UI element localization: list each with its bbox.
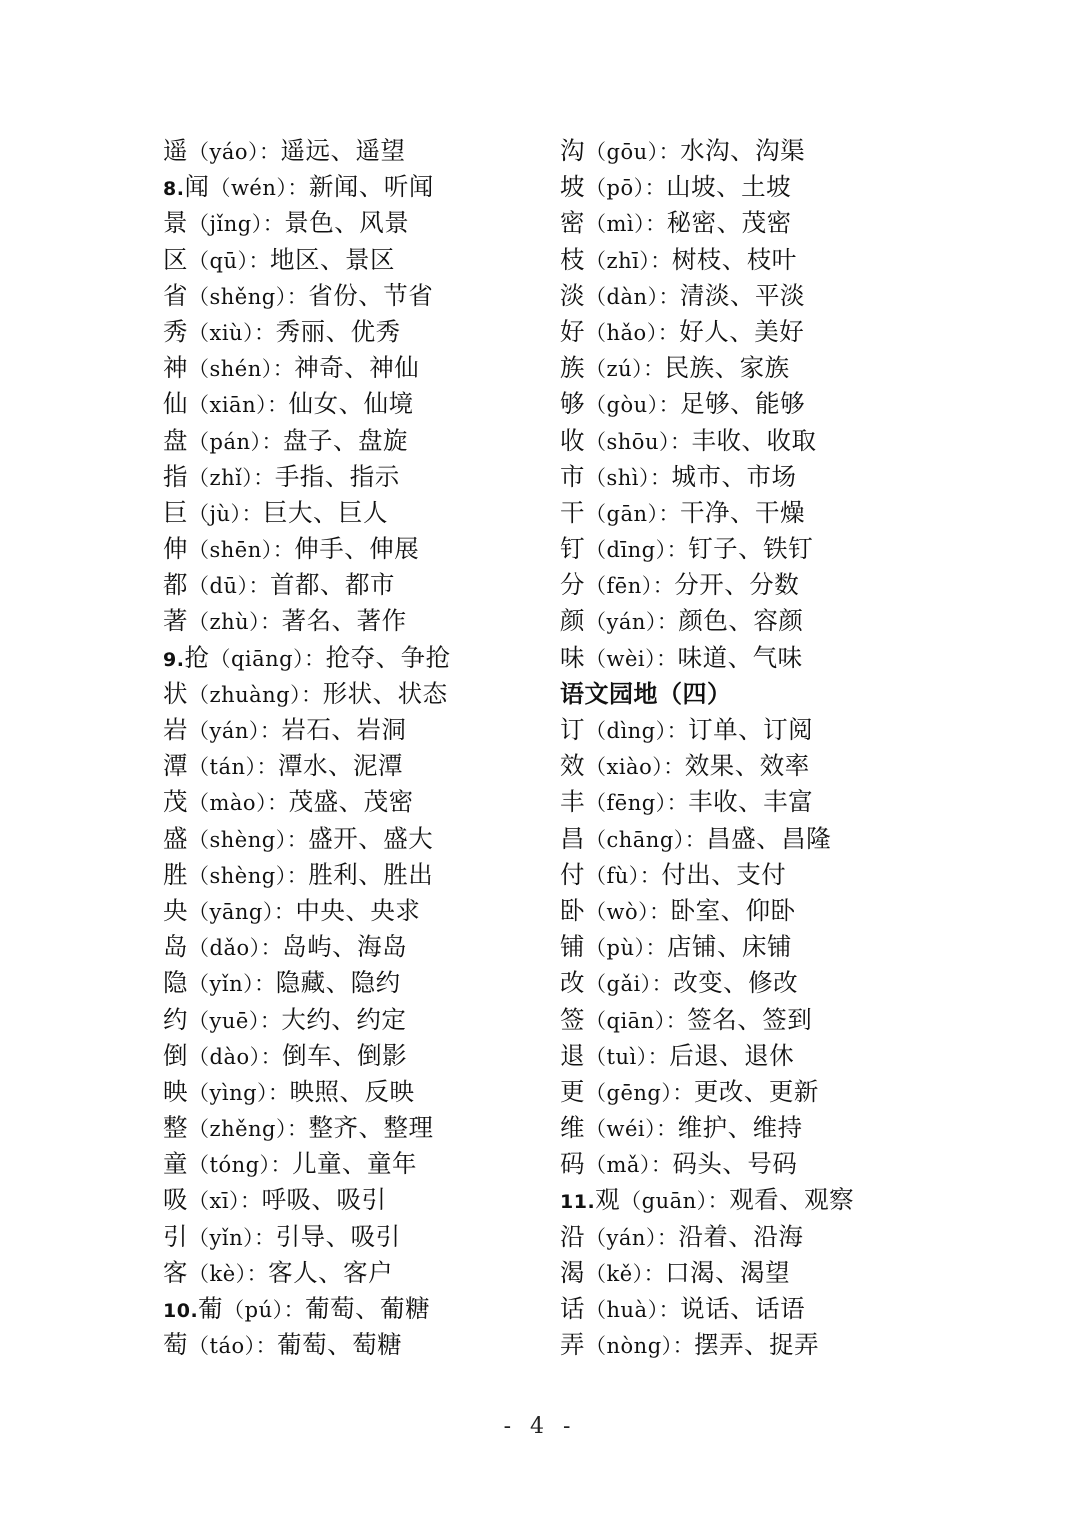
vocab-words: 大约、约定: [281, 1004, 407, 1034]
vocab-entry: [163, 965, 603, 1001]
vocab-entry: [560, 459, 1000, 495]
vocab-entry: [163, 1291, 603, 1327]
vocab-pinyin: （nòng）：: [585, 1334, 695, 1359]
vocab-character: 枝: [560, 244, 585, 274]
vocab-pinyin: （yán）：: [585, 1225, 679, 1250]
vocab-words: 摆弄、捉弄: [694, 1330, 820, 1360]
vocab-pinyin: （kè）：: [188, 1261, 269, 1286]
vocab-character: 颜: [560, 606, 585, 636]
vocab-character: 弄: [560, 1330, 585, 1360]
vocab-pinyin: （dàn）：: [585, 284, 680, 309]
vocab-words: 民族、家族: [664, 353, 790, 383]
vocab-pinyin: （tóng）：: [188, 1153, 293, 1178]
vocab-pinyin: （yìng）：: [188, 1080, 290, 1105]
vocab-entry: [560, 350, 1000, 386]
vocab-entry: [163, 1182, 603, 1218]
vocab-entry: [163, 423, 603, 459]
vocab-words: 说话、话语: [680, 1294, 806, 1323]
vocab-words: 呼吸、吸引: [261, 1185, 387, 1215]
vocab-entry: [163, 1074, 603, 1110]
vocab-words: 卧室、仰卧: [670, 895, 796, 925]
vocab-pinyin: （zú）：: [585, 357, 665, 382]
vocab-entry: [560, 169, 1000, 205]
vocab-character: 沟: [560, 136, 585, 165]
vocab-pinyin: （gòu）：: [585, 393, 681, 418]
vocab-character: 吸: [163, 1185, 188, 1215]
vocab-entry: [163, 242, 603, 278]
vocab-entry: [560, 1291, 1000, 1327]
vocab-pinyin: （zhěng）：: [188, 1117, 309, 1142]
vocab-character: 昌: [560, 823, 585, 853]
vocab-words: 潭水、泥潭: [277, 751, 403, 781]
vocab-entry: [163, 1110, 603, 1146]
vocab-pinyin: （yǐn）：: [188, 972, 276, 997]
vocab-words: 葡萄、葡糖: [305, 1294, 431, 1323]
vocab-words: 中央、央求: [295, 895, 421, 925]
vocab-pinyin: （zhī）：: [585, 248, 672, 273]
vocab-entry: [163, 205, 603, 241]
vocab-words: 口渴、渴望: [665, 1257, 791, 1287]
vocab-pinyin: （mào）：: [188, 791, 289, 816]
vocab-words: 更改、更新: [693, 1076, 819, 1106]
vocab-words: 沿着、沿海: [678, 1221, 804, 1251]
vocab-pinyin: （hǎo）：: [585, 320, 680, 345]
vocab-character: 维: [560, 1113, 585, 1143]
vocab-character: 胜: [163, 859, 188, 889]
vocab-character: 仙: [163, 389, 188, 419]
vocab-pinyin: （shèng）：: [188, 863, 309, 888]
vocab-words: 引导、吸引: [275, 1221, 401, 1251]
vocab-pinyin: （pō）：: [585, 176, 667, 201]
vocab-entry: [560, 242, 1000, 278]
vocab-words: 儿童、童年: [292, 1149, 418, 1179]
vocab-pinyin: （shèng）：: [188, 827, 309, 852]
vocab-entry: [560, 640, 1000, 676]
vocab-pinyin: （yáo）：: [188, 140, 281, 164]
vocab-pinyin: （dīng）：: [585, 538, 689, 563]
vocab-words: 客人、客户: [268, 1257, 394, 1287]
vocab-character: 观: [595, 1185, 621, 1215]
vocab-entry: [560, 1002, 1000, 1038]
vocab-pinyin: （kě）：: [585, 1261, 666, 1286]
vocab-pinyin: （zhuàng）：: [188, 682, 323, 707]
vocab-words: 码头、号码: [672, 1149, 798, 1179]
vocab-words: 葡萄、萄糖: [277, 1330, 403, 1360]
vocab-words: 岛屿、海岛: [282, 932, 408, 962]
vocab-words: 省份、节省: [308, 280, 434, 310]
vocab-words: 景色、风景: [284, 208, 410, 238]
vocab-entry: [560, 965, 1000, 1001]
vocab-pinyin: （chāng）：: [585, 827, 707, 852]
vocab-character: 抢: [184, 642, 210, 672]
vocab-character: 区: [163, 244, 188, 274]
vocab-words: 观看、观察: [729, 1185, 855, 1215]
vocab-pinyin: （tán）：: [188, 755, 278, 780]
vocab-pinyin: （dū）：: [188, 574, 270, 599]
vocab-words: 后退、退休: [669, 1040, 795, 1070]
vocab-pinyin: （fēng）：: [585, 791, 689, 816]
vocab-character: 订: [560, 715, 585, 744]
vocab-character: 坡: [560, 172, 585, 202]
vocab-words: 仙女、仙境: [288, 389, 414, 419]
vocab-entry: [560, 1327, 1000, 1363]
vocab-character: 约: [163, 1004, 188, 1034]
vocab-words: 茂盛、茂密: [288, 787, 414, 817]
vocab-entry: [163, 893, 603, 929]
vocab-pinyin: （shōu）：: [585, 429, 692, 454]
vocab-entry: [163, 459, 603, 495]
vocab-words: 神奇、神仙: [294, 353, 420, 383]
vocab-words: 订单、订阅: [688, 715, 814, 744]
vocab-pinyin: （zhù）：: [188, 610, 282, 635]
vocab-character: 秀: [163, 316, 188, 346]
vocab-words: 味道、气味: [677, 642, 803, 672]
vocab-entry: [163, 386, 603, 422]
vocab-words: 手指、指示: [274, 461, 400, 491]
vocab-words: 店铺、床铺: [666, 932, 792, 962]
vocab-pinyin: （xiào）：: [585, 755, 685, 780]
vocab-character: 沿: [560, 1221, 585, 1251]
vocab-words: 丰收、收取: [691, 425, 817, 455]
vocab-entry: [560, 712, 1000, 748]
vocab-entry: [163, 712, 603, 748]
vocab-words: 整齐、整理: [308, 1113, 434, 1143]
vocab-character: 引: [163, 1221, 188, 1251]
vocab-words: 昌盛、昌隆: [706, 823, 832, 853]
vocab-entry: [560, 314, 1000, 350]
vocab-pinyin: （dǎo）：: [188, 936, 283, 961]
vocab-character: 付: [560, 859, 585, 889]
vocab-words: 地区、景区: [269, 244, 395, 274]
vocab-character: 整: [163, 1113, 188, 1143]
vocab-character: 码: [560, 1149, 585, 1179]
vocab-character: 族: [560, 353, 585, 383]
vocab-entry: [163, 784, 603, 820]
vocab-character: 潭: [163, 751, 188, 781]
vocab-words: 干净、干燥: [680, 497, 805, 527]
vocab-words: 好人、美好: [679, 316, 805, 346]
vocab-entry: [560, 748, 1000, 784]
vocab-words: 遥远、遥望: [280, 136, 406, 165]
vocab-entry: [163, 350, 603, 386]
vocab-words: 足够、能够: [680, 389, 806, 419]
vocab-pinyin: （mì）：: [585, 212, 667, 237]
vocab-words: 效果、效率: [684, 751, 810, 781]
vocab-pinyin: （guān）：: [620, 1189, 730, 1214]
vocab-words: 钉子、铁钉: [688, 534, 814, 564]
vocab-character: 更: [560, 1076, 585, 1106]
vocab-character: 巨: [163, 497, 188, 527]
vocab-entry: [560, 423, 1000, 459]
vocab-entry: [560, 1110, 1000, 1146]
vocab-character: 盘: [163, 425, 188, 455]
vocab-pinyin: （shì）：: [585, 465, 672, 490]
vocab-words: 山坡、土坡: [666, 172, 792, 202]
vocab-words: 改变、修改: [673, 968, 799, 998]
vocab-character: 童: [163, 1149, 188, 1179]
vocab-character: 景: [163, 208, 188, 238]
vocab-entry: [560, 821, 1000, 857]
vocab-words: 维护、维持: [677, 1113, 803, 1143]
vocab-pinyin: （pán）：: [188, 429, 283, 454]
vocab-character: 话: [560, 1294, 585, 1323]
vocab-words: 倒车、倒影: [282, 1040, 408, 1070]
vocab-entry: [560, 784, 1000, 820]
vocab-character: 著: [163, 606, 188, 636]
vocab-pinyin: （pú）：: [223, 1298, 306, 1322]
vocab-entry: [163, 1002, 603, 1038]
vocab-character: 都: [163, 570, 188, 600]
vocab-entry: [560, 857, 1000, 893]
vocab-character: 茂: [163, 787, 188, 817]
vocab-entry: [163, 929, 603, 965]
vocab-pinyin: （xī）：: [188, 1189, 262, 1214]
vocab-words: 清淡、平淡: [680, 280, 805, 310]
vocab-entry: [560, 386, 1000, 422]
left-column: [163, 133, 603, 1363]
vocab-character: 钉: [560, 534, 585, 564]
vocab-words: 抢夺、争抢: [325, 642, 451, 672]
vocab-words: 隐藏、隐约: [275, 968, 401, 998]
vocab-entry: [163, 1146, 603, 1182]
vocab-pinyin: （tuì）：: [585, 1044, 670, 1069]
vocab-pinyin: （yuē）：: [188, 1008, 282, 1033]
vocab-character: 味: [560, 642, 585, 672]
vocab-pinyin: （zhǐ）：: [188, 465, 275, 490]
vocab-pinyin: （wèi）：: [585, 646, 678, 671]
vocab-words: 秀丽、优秀: [275, 316, 401, 346]
right-column: [560, 133, 1000, 1363]
vocab-pinyin: （gōu）：: [585, 140, 681, 164]
vocab-pinyin: （mǎ）：: [585, 1153, 673, 1178]
vocab-character: 丰: [560, 787, 585, 817]
vocab-entry: [163, 857, 603, 893]
vocab-words: 胜利、胜出: [308, 859, 434, 889]
vocab-character: 指: [163, 461, 188, 491]
vocab-words: 城市、市场: [671, 461, 797, 491]
vocab-words: 分开、分数: [674, 570, 800, 600]
vocab-character: 遥: [163, 136, 188, 165]
lesson-number: 8.: [163, 178, 185, 201]
vocab-pinyin: （jǐng）：: [188, 212, 285, 237]
vocab-character: 好: [560, 316, 585, 346]
vocab-character: 央: [163, 895, 188, 925]
vocab-pinyin: （shēn）：: [188, 538, 295, 563]
vocab-pinyin: （qiāng）：: [209, 646, 326, 671]
vocab-character: 效: [560, 751, 585, 781]
vocab-pinyin: （dìng）：: [585, 719, 689, 743]
vocab-pinyin: （shěng）：: [188, 284, 309, 309]
vocab-pinyin: （pù）：: [585, 936, 667, 961]
vocab-entry: [163, 169, 603, 205]
vocab-entry: [560, 1038, 1000, 1074]
vocab-pinyin: （gēng）：: [585, 1080, 694, 1105]
vocab-character: 神: [163, 353, 188, 383]
vocab-words: 伸手、伸展: [294, 534, 420, 564]
vocab-entry: [560, 531, 1000, 567]
vocab-words: 岩石、岩洞: [281, 715, 407, 744]
vocab-words: 盛开、盛大: [308, 823, 434, 853]
vocab-words: 树枝、枝叶: [671, 244, 797, 274]
vocab-words: 签名、签到: [687, 1004, 813, 1034]
vocab-words: 水沟、沟渠: [680, 136, 806, 165]
vocab-character: 市: [560, 461, 585, 491]
vocab-character: 签: [560, 1004, 585, 1034]
vocab-pinyin: （fēn）：: [585, 574, 675, 599]
vocab-entry: [560, 929, 1000, 965]
vocab-words: 盘子、盘旋: [283, 425, 408, 455]
vocab-pinyin: （yǐn）：: [188, 1225, 276, 1250]
vocab-character: 收: [560, 425, 585, 455]
vocab-character: 改: [560, 968, 585, 998]
lesson-number: 10.: [163, 1300, 199, 1322]
vocab-character: 干: [560, 497, 585, 527]
section-heading: 语文园地（四）: [560, 679, 732, 708]
vocab-character: 渴: [560, 1257, 585, 1287]
vocab-pinyin: （qū）：: [188, 248, 270, 273]
vocab-entry: [560, 1182, 1000, 1218]
page-number: - 4 -: [503, 1414, 577, 1439]
vocab-entry: [560, 1255, 1000, 1291]
vocab-pinyin: （jù）：: [188, 501, 264, 526]
vocab-pinyin: （yán）：: [188, 719, 282, 743]
vocab-character: 盛: [163, 823, 188, 853]
vocab-character: 伸: [163, 534, 188, 564]
vocab-character: 映: [163, 1076, 188, 1106]
vocab-entry: [163, 676, 603, 712]
vocab-words: 巨大、巨人: [263, 497, 389, 527]
vocab-pinyin: （xiān）：: [188, 393, 289, 418]
vocab-character: 岛: [163, 932, 188, 962]
vocab-pinyin: （yán）：: [585, 610, 679, 635]
vocab-character: 葡: [198, 1294, 224, 1323]
vocab-entry: [163, 1255, 603, 1291]
vocab-character: 隐: [163, 968, 188, 998]
vocab-entry: [163, 531, 603, 567]
vocab-pinyin: （táo）：: [188, 1334, 278, 1359]
vocab-pinyin: （gǎi）：: [585, 972, 674, 997]
vocab-words: 形状、状态: [322, 678, 448, 708]
vocab-character: 倒: [163, 1040, 188, 1070]
vocab-words: 付出、支付: [661, 859, 787, 889]
vocab-words: 秘密、茂密: [666, 208, 792, 238]
vocab-entry: [163, 1038, 603, 1074]
vocab-entry: [560, 205, 1000, 241]
vocab-pinyin: （huà）：: [585, 1298, 681, 1322]
vocab-character: 萄: [163, 1330, 188, 1360]
vocab-words: 丰收、丰富: [688, 787, 814, 817]
vocab-pinyin: （wéi）：: [585, 1117, 678, 1142]
vocab-character: 够: [560, 389, 585, 419]
vocab-character: 分: [560, 570, 585, 600]
vocab-words: 颜色、容颜: [678, 606, 804, 636]
vocab-pinyin: （wén）：: [209, 176, 309, 201]
vocab-entry: [163, 821, 603, 857]
vocab-entry: [560, 1146, 1000, 1182]
vocab-words: 新闻、听闻: [308, 172, 434, 202]
vocab-character: 状: [163, 678, 188, 708]
vocab-entry: [163, 603, 603, 639]
vocab-entry: [560, 603, 1000, 639]
lesson-number: 11.: [560, 1191, 596, 1214]
vocab-words: 首都、都市: [269, 570, 395, 600]
vocab-pinyin: （wò）：: [585, 899, 671, 924]
vocab-entry: [560, 1074, 1000, 1110]
vocab-character: 客: [163, 1257, 188, 1287]
vocab-pinyin: （gān）：: [585, 501, 680, 526]
vocab-character: 退: [560, 1040, 585, 1070]
vocab-entry: [163, 1327, 603, 1363]
vocab-words: 著名、著作: [281, 606, 407, 636]
vocab-entry: [163, 748, 603, 784]
vocab-entry: [560, 893, 1000, 929]
vocab-character: 卧: [560, 895, 585, 925]
vocab-entry: [560, 495, 1000, 531]
vocab-words: 映照、反映: [289, 1076, 415, 1106]
vocab-character: 闻: [184, 172, 210, 202]
vocab-entry: [163, 278, 603, 314]
vocab-entry: [163, 314, 603, 350]
vocab-pinyin: （yāng）：: [188, 899, 296, 924]
vocab-entry: [560, 1219, 1000, 1255]
vocab-character: 省: [163, 280, 188, 310]
lesson-number: 9.: [163, 648, 185, 671]
vocab-pinyin: （shén）：: [188, 357, 295, 382]
vocab-entry: [560, 278, 1000, 314]
vocab-entry: [560, 567, 1000, 603]
vocab-entry: [163, 133, 603, 169]
vocab-pinyin: （qiān）：: [585, 1008, 688, 1033]
vocab-pinyin: （xiù）：: [188, 320, 276, 345]
vocab-character: 淡: [560, 280, 585, 310]
vocab-entry: [163, 567, 603, 603]
vocab-entry: [163, 640, 603, 676]
vocab-pinyin: （fù）：: [585, 863, 662, 888]
vocab-character: 岩: [163, 715, 188, 744]
vocab-entry: [163, 495, 603, 531]
vocab-character: 密: [560, 208, 585, 238]
vocab-entry: [163, 1219, 603, 1255]
vocab-pinyin: （dào）：: [188, 1044, 283, 1069]
vocab-character: 铺: [560, 932, 585, 962]
vocab-entry: [560, 133, 1000, 169]
